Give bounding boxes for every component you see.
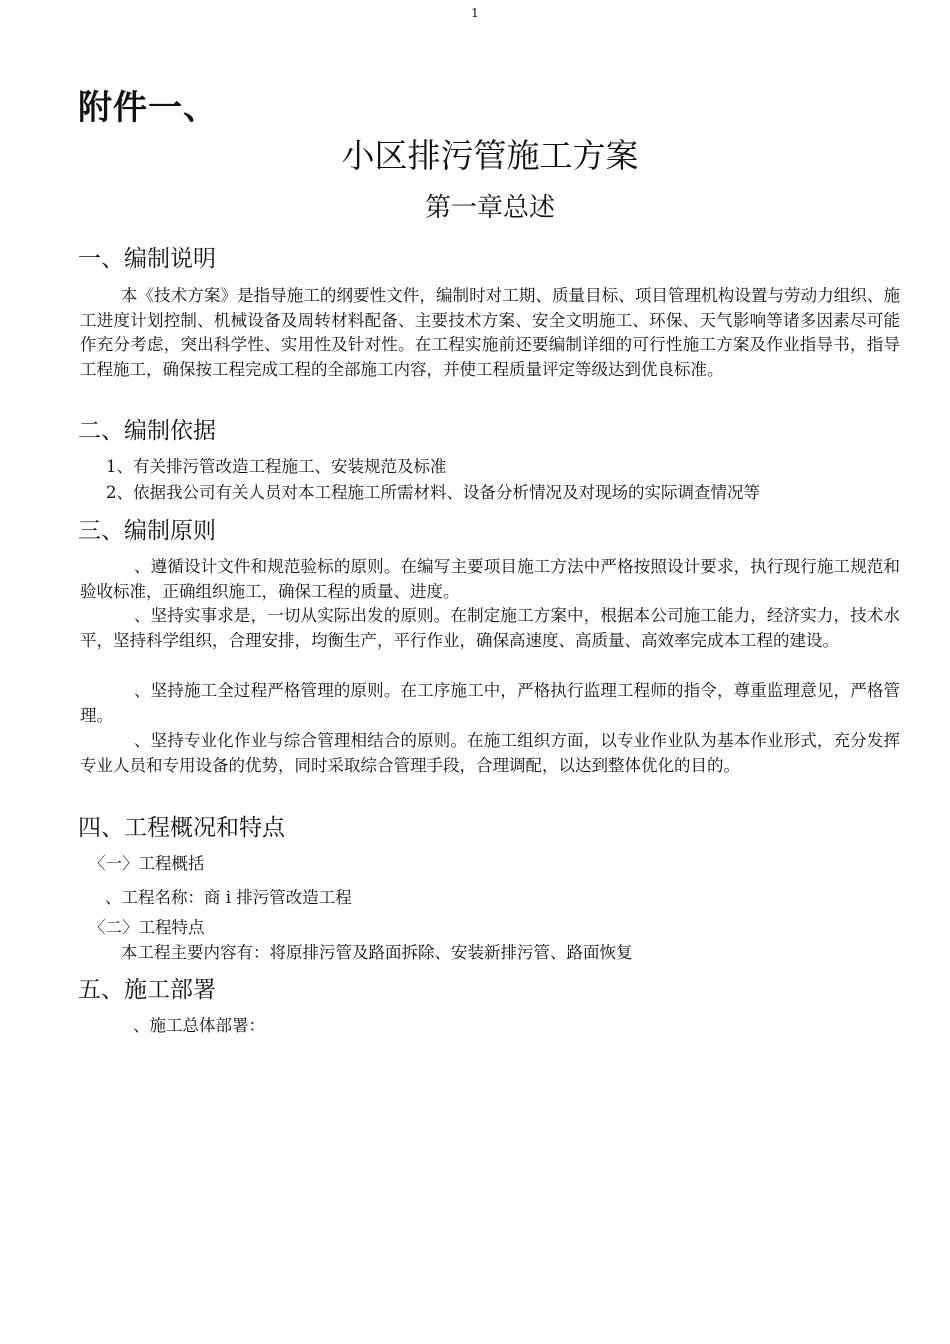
section-5-item: 、施工总体部署： (133, 1016, 265, 1035)
section-2-item-2: 2、依据我公司有关人员对本工程施工所需材料、设备分析情况及对现场的实际调查情况等 (106, 483, 760, 502)
document-title: 小区排污管施工方案 (341, 136, 639, 175)
section-3-heading: 三、编制原则 (78, 518, 216, 544)
section-1-paragraph: 本《技术方案》是指导施工的纲要性文件，编制时对工期、质量目标、项目管理机构设置与劳动力组织、施工进度计划控制、机械设备及周转材料配备、主要技术方案、安全文明施工、环保、天气影响等诸多因素尽可能作充分考虑，突出科学性、实用性及针对性。在工程实施前还要编制详细的可行性施工方案及作业指导书，指导工程施工，确保按工程完成工程的全部施工内容，并使工程质量评定等级达到优良标准。 (80, 286, 900, 379)
attachment-label: 附件一、 (78, 88, 218, 128)
section-5-heading: 五、施工部署 (78, 977, 216, 1003)
section-3-paragraph-1: 、遵循设计文件和规范验标的原则。在编写主要项目施工方法中严格按照设计要求，执行现行施工规范和验收标准，正确组织施工，确保工程的质量、进度。 (80, 557, 900, 601)
section-3-paragraph-3: 、坚持施工全过程严格管理的原则。在工序施工中，严格执行监理工程师的指令，尊重监理意见，严格管理。 (80, 681, 900, 725)
project-features-line: 本工程主要内容有：将原排污管及路面拆除、安装新排污管、路面恢复 (121, 943, 633, 962)
section-4-sub-2-heading: 〈二〉工程特点 (89, 918, 205, 937)
section-2-heading: 二、编制依据 (78, 418, 216, 444)
project-name-line: 、工程名称：商 i 排污管改造工程 (105, 888, 352, 907)
page-number: 1 (471, 6, 479, 20)
section-1-heading: 一、编制说明 (78, 246, 216, 272)
section-4-sub-1-heading: 〈一〉工程概括 (89, 854, 205, 873)
chapter-title: 第一章总述 (424, 193, 555, 223)
section-3-paragraph-2: 、坚持实事求是，一切从实际出发的原则。在制定施工方案中，根据本公司施工能力，经济实力，技术水平，坚持科学组织，合理安排，均衡生产，平行作业，确保高速度、高质量、高效率完成本工程的建设。 (80, 606, 900, 650)
section-2-item-1: 1、有关排污管改造工程施工、安装规范及标准 (106, 457, 447, 476)
section-3-paragraph-4: 、坚持专业化作业与综合管理相结合的原则。在施工组织方面，以专业作业队为基本作业形式，充分发挥专业人员和专用设备的优势，同时采取综合管理手段，合理调配，以达到整体优化的目的。 (80, 731, 900, 775)
section-4-heading: 四、工程概况和特点 (78, 815, 285, 841)
